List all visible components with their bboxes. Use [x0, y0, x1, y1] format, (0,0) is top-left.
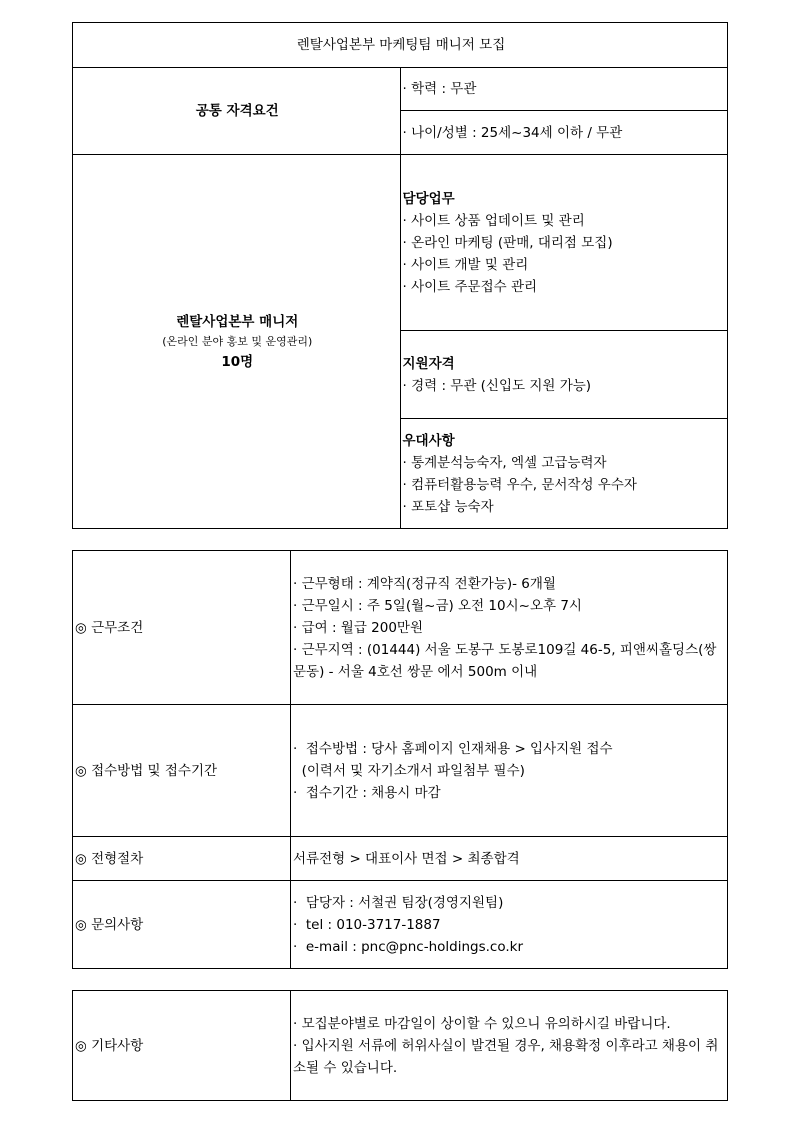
etc-label: ◎ 기타사항	[73, 991, 291, 1101]
preferred-item: · 포토샵 능숙자	[402, 498, 494, 515]
apply-item: (이력서 및 자기소개서 파일첨부 필수)	[293, 762, 525, 779]
duties-cell	[400, 155, 728, 331]
duty-item: · 사이트 개발 및 관리	[402, 256, 529, 273]
etc-table	[72, 990, 728, 1101]
apply-method-label: ◎ 접수방법 및 접수기간	[73, 705, 291, 837]
contact-cell	[291, 881, 728, 969]
posting-title: 렌탈사업본부 마케팅팀 매니저 모집	[73, 23, 728, 68]
work-item: · 근무형태 : 계약직(정규직 전환가능)- 6개월	[293, 575, 556, 592]
conditions-table	[72, 550, 728, 969]
position-subtitle: (온라인 분야 홍보 및 운영관리)	[162, 334, 313, 348]
duty-item: · 사이트 주문접수 관리	[402, 278, 538, 295]
contact-item: · e-mail : pnc@pnc-holdings.co.kr	[293, 938, 524, 955]
preferred-cell	[400, 419, 728, 529]
position-headcount: 10명	[221, 353, 254, 370]
position-name: 렌탈사업본부 매니저	[176, 313, 299, 330]
education-requirement: · 학력 : 무관	[400, 68, 728, 111]
duty-item: · 온라인 마케팅 (판매, 대리점 모집)	[402, 234, 613, 251]
qualification-cell	[400, 331, 728, 419]
position-info	[73, 155, 401, 529]
work-item: · 근무지역 : (01444) 서울 도봉구 도봉로109길 46-5, 피앤씨홀딩스(쌍문동) - 서울 4호선 쌍문 에서 500m 이내	[293, 641, 717, 680]
apply-method-cell	[291, 705, 728, 837]
contact-item: · tel : 010-3717-1887	[293, 916, 441, 933]
work-conditions-cell	[291, 551, 728, 705]
contact-label: ◎ 문의사항	[73, 881, 291, 969]
preferred-heading: 우대사항	[402, 432, 455, 449]
etc-item: · 모집분야별로 마감일이 상이할 수 있으니 유의하시길 바랍니다.	[293, 1015, 671, 1032]
work-item: · 급여 : 월급 200만원	[293, 619, 424, 636]
apply-item: · 접수방법 : 당사 홈페이지 인재채용 > 입사지원 접수	[293, 740, 613, 757]
work-item: · 근무일시 : 주 5일(월~금) 오전 10시~오후 7시	[293, 597, 582, 614]
process-label: ◎ 전형절차	[73, 837, 291, 881]
process-value: 서류전형 > 대표이사 면접 > 최종합격	[291, 837, 728, 881]
qualification-heading: 지원자격	[402, 355, 455, 372]
contact-item: · 담당자 : 서철권 팀장(경영지원팀)	[293, 894, 504, 911]
qualification-item: · 경력 : 무관 (신입도 지원 가능)	[402, 377, 592, 394]
preferred-item: · 컴퓨터활용능력 우수, 문서작성 우수자	[402, 476, 637, 493]
duties-heading: 담당업무	[402, 190, 455, 207]
common-requirements-label: 공통 자격요건	[73, 68, 401, 155]
etc-item: · 입사지원 서류에 허위사실이 발견될 경우, 채용확정 이후라고 채용이 취소될 수 있습니다.	[293, 1037, 719, 1076]
duty-item: · 사이트 상품 업데이트 및 관리	[402, 212, 585, 229]
etc-cell	[291, 991, 728, 1101]
age-gender-requirement: · 나이/성별 : 25세~34세 이하 / 무관	[400, 111, 728, 155]
position-table	[72, 22, 728, 529]
work-conditions-label: ◎ 근무조건	[73, 551, 291, 705]
preferred-item: · 통계분석능숙자, 엑셀 고급능력자	[402, 454, 607, 471]
apply-item: · 접수기간 : 채용시 마감	[293, 784, 441, 801]
